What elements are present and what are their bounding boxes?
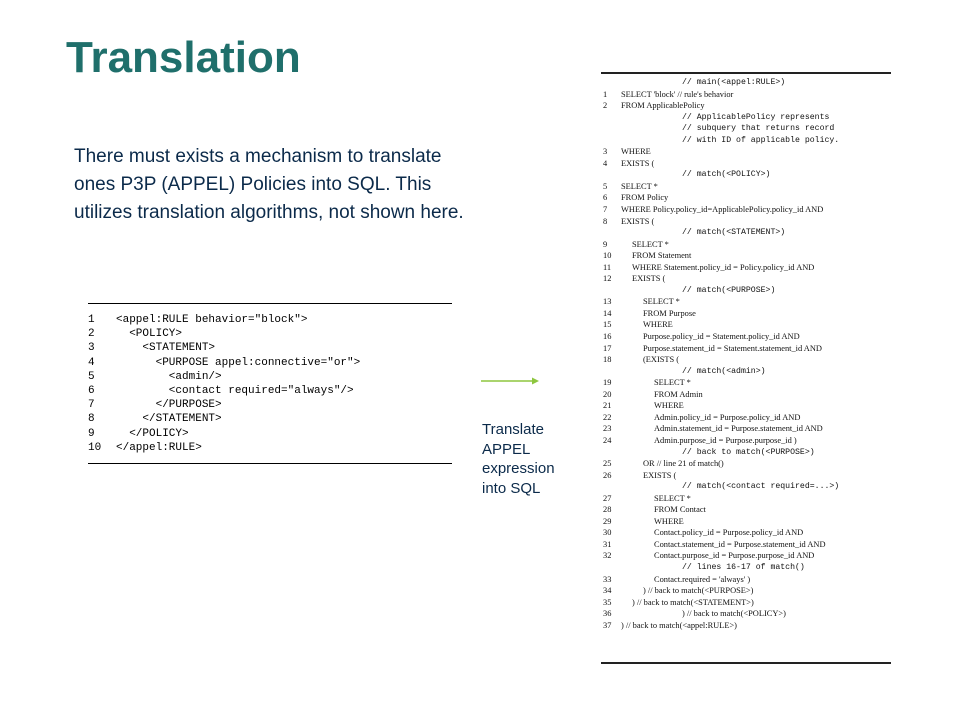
code-text: <contact required="always"/> <box>116 384 354 397</box>
line-number: 36 <box>603 609 612 619</box>
line-number: 6 <box>88 384 95 397</box>
line-number: 34 <box>603 586 612 596</box>
appel-code-line <box>88 356 452 370</box>
caption-line: APPEL <box>482 440 531 458</box>
appel-code-line <box>88 441 452 455</box>
line-number: 4 <box>603 158 608 168</box>
line-number: 10 <box>603 251 612 261</box>
line-number: 11 <box>603 262 612 272</box>
line-number: 31 <box>603 539 612 549</box>
sql-comment: // back to match(<PURPOSE>) <box>682 447 815 457</box>
sql-code-text: WHERE Statement.policy_id = Policy.policy_id AND <box>632 262 815 272</box>
sql-comment: // ApplicablePolicy represents <box>682 112 830 122</box>
code-text: <appel:RULE behavior="block"> <box>116 314 308 326</box>
line-number: 4 <box>88 356 95 369</box>
appel-code-line <box>88 313 452 327</box>
code-text: </POLICY> <box>116 427 189 440</box>
code-text: </PURPOSE> <box>116 399 222 412</box>
sql-code-text: Contact.required = 'always' ) <box>654 574 751 584</box>
sql-code-text: EXISTS ( <box>621 158 655 168</box>
sql-code-text: SELECT * <box>654 493 691 503</box>
sql-code-text: ) // back to match(<POLICY>) <box>682 609 786 619</box>
line-number: 15 <box>603 320 612 330</box>
sql-code-text: SELECT * <box>621 181 658 191</box>
listing-bottom-rule <box>88 463 452 464</box>
sql-code-text: Contact.statement_id = Purpose.statement_id AND <box>654 539 826 549</box>
sql-code-text: Admin.purpose_id = Purpose.purpose_id ) <box>654 435 797 445</box>
code-text: <admin/> <box>116 370 222 383</box>
line-number: 7 <box>88 399 95 412</box>
sql-comment: // match(<admin>) <box>682 366 766 376</box>
sql-code-text: WHERE <box>621 147 651 157</box>
line-number: 17 <box>603 343 612 353</box>
line-number: 2 <box>88 328 95 341</box>
line-number: 35 <box>603 597 612 607</box>
sql-code-text: Purpose.statement_id = Statement.statement_id AND <box>643 343 822 353</box>
listing-top-rule <box>88 303 452 304</box>
appel-code-line <box>88 398 452 412</box>
sql-code-text: WHERE Policy.policy_id=ApplicablePolicy.policy_id AND <box>621 205 824 215</box>
line-number: 8 <box>603 216 608 226</box>
sql-code-text: Purpose.policy_id = Statement.policy_id AND <box>643 332 800 342</box>
sql-code-text: WHERE <box>654 401 684 411</box>
line-number: 3 <box>88 342 95 355</box>
line-number: 19 <box>603 378 612 388</box>
sql-comment: // match(<POLICY>) <box>682 170 771 180</box>
sql-code-text: Admin.statement_id = Purpose.statement_id AND <box>654 424 823 434</box>
right-arrow-icon <box>481 374 541 388</box>
sql-code-listing <box>601 72 891 664</box>
translate-caption <box>482 420 555 498</box>
slide-body-text: There must exists a mechanism to translate ones P3P (APPEL) Policies into SQL. This utilizes translation algorithms, not shown here. <box>74 146 464 223</box>
line-number: 16 <box>603 332 612 342</box>
appel-code-line <box>88 384 452 398</box>
sql-code-text: FROM Purpose <box>643 308 696 318</box>
sql-code-text: ) // back to match(<PURPOSE>) <box>643 586 754 596</box>
line-number: 28 <box>603 505 612 515</box>
line-number: 1 <box>603 89 608 99</box>
caption-line: into SQL <box>482 479 541 497</box>
line-number: 25 <box>603 459 612 469</box>
appel-code-listing <box>88 303 452 464</box>
appel-code-line <box>88 341 452 355</box>
sql-code-text: FROM Policy <box>621 193 669 203</box>
line-number: 1 <box>88 314 95 326</box>
sql-comment: // match(<PURPOSE>) <box>682 285 776 295</box>
sql-comment: // subquery that returns record <box>682 124 835 134</box>
appel-code-line <box>88 370 452 384</box>
sql-code-text: FROM Contact <box>654 505 706 515</box>
line-number: 20 <box>603 389 612 399</box>
sql-comment: // main(<appel:RULE>) <box>682 78 786 87</box>
line-number: 9 <box>603 239 608 249</box>
code-text: </STATEMENT> <box>116 413 222 426</box>
line-number: 5 <box>88 370 95 383</box>
sql-code-text: SELECT * <box>654 378 691 388</box>
line-number: 13 <box>603 297 612 307</box>
code-text: </appel:RULE> <box>116 441 202 454</box>
sql-bottom-rule <box>601 662 891 664</box>
line-number: 2 <box>603 101 608 111</box>
line-number: 26 <box>603 470 612 480</box>
sql-code-text: EXISTS ( <box>632 274 666 284</box>
caption-line: Translate <box>482 421 544 438</box>
line-number: 32 <box>603 551 612 561</box>
sql-code-text: FROM Admin <box>654 389 703 399</box>
sql-code-text: WHERE <box>654 516 684 526</box>
code-text: <POLICY> <box>116 328 183 341</box>
sql-comment: // with ID of applicable policy. <box>682 135 840 145</box>
code-text: <STATEMENT> <box>116 342 216 355</box>
line-number: 9 <box>88 427 95 440</box>
appel-code-line <box>88 412 452 426</box>
line-number: 10 <box>88 441 102 454</box>
line-number: 37 <box>603 620 612 630</box>
caption-line: expression <box>482 460 555 477</box>
sql-code-text: FROM ApplicablePolicy <box>621 101 705 111</box>
line-number: 14 <box>603 308 612 318</box>
line-number: 8 <box>88 413 95 426</box>
line-number: 12 <box>603 274 612 284</box>
sql-comment: // lines 16-17 of match() <box>682 562 805 572</box>
appel-code-line <box>88 427 452 441</box>
line-number: 18 <box>603 355 612 365</box>
sql-code-text: ) // back to match(<STATEMENT>) <box>632 597 754 607</box>
sql-code-text: OR // line 21 of match() <box>643 459 724 469</box>
code-text: <PURPOSE appel:connective="or"> <box>116 356 361 369</box>
appel-code-line <box>88 327 452 341</box>
sql-code-text: WHERE <box>643 320 673 330</box>
sql-code-text: FROM Statement <box>632 251 692 261</box>
sql-code-text: ) // back to match(<appel:RULE>) <box>621 620 737 630</box>
line-number: 3 <box>603 147 608 157</box>
sql-code-text: SELECT 'block' // rule's behavior <box>621 89 734 99</box>
line-number: 23 <box>603 424 612 434</box>
line-number: 33 <box>603 574 612 584</box>
line-number: 27 <box>603 493 612 503</box>
sql-comment: // match(<STATEMENT>) <box>682 228 786 238</box>
sql-code-text: EXISTS ( <box>643 470 677 480</box>
line-number: 29 <box>603 516 612 526</box>
sql-code-text: Contact.purpose_id = Purpose.purpose_id AND <box>654 551 815 561</box>
line-number: 30 <box>603 528 612 538</box>
appel-code-lines <box>88 313 452 455</box>
sql-comment: // match(<contact required=...>) <box>682 482 840 492</box>
line-number: 7 <box>603 205 608 215</box>
sql-code-text: SELECT * <box>643 297 680 307</box>
line-number: 21 <box>603 401 612 411</box>
sql-code-text: (EXISTS ( <box>643 355 680 365</box>
sql-code-text: Contact.policy_id = Purpose.policy_id AND <box>654 528 804 538</box>
sql-code-text: SELECT * <box>632 239 669 249</box>
sql-code-text: Admin.policy_id = Purpose.policy_id AND <box>654 412 801 422</box>
line-number: 5 <box>603 181 608 191</box>
slide-title: Translation <box>66 33 301 82</box>
sql-top-rule <box>601 72 891 74</box>
line-number: 24 <box>603 435 612 445</box>
line-number: 6 <box>603 193 608 203</box>
line-number: 22 <box>603 412 612 422</box>
sql-code-text: EXISTS ( <box>621 216 655 226</box>
